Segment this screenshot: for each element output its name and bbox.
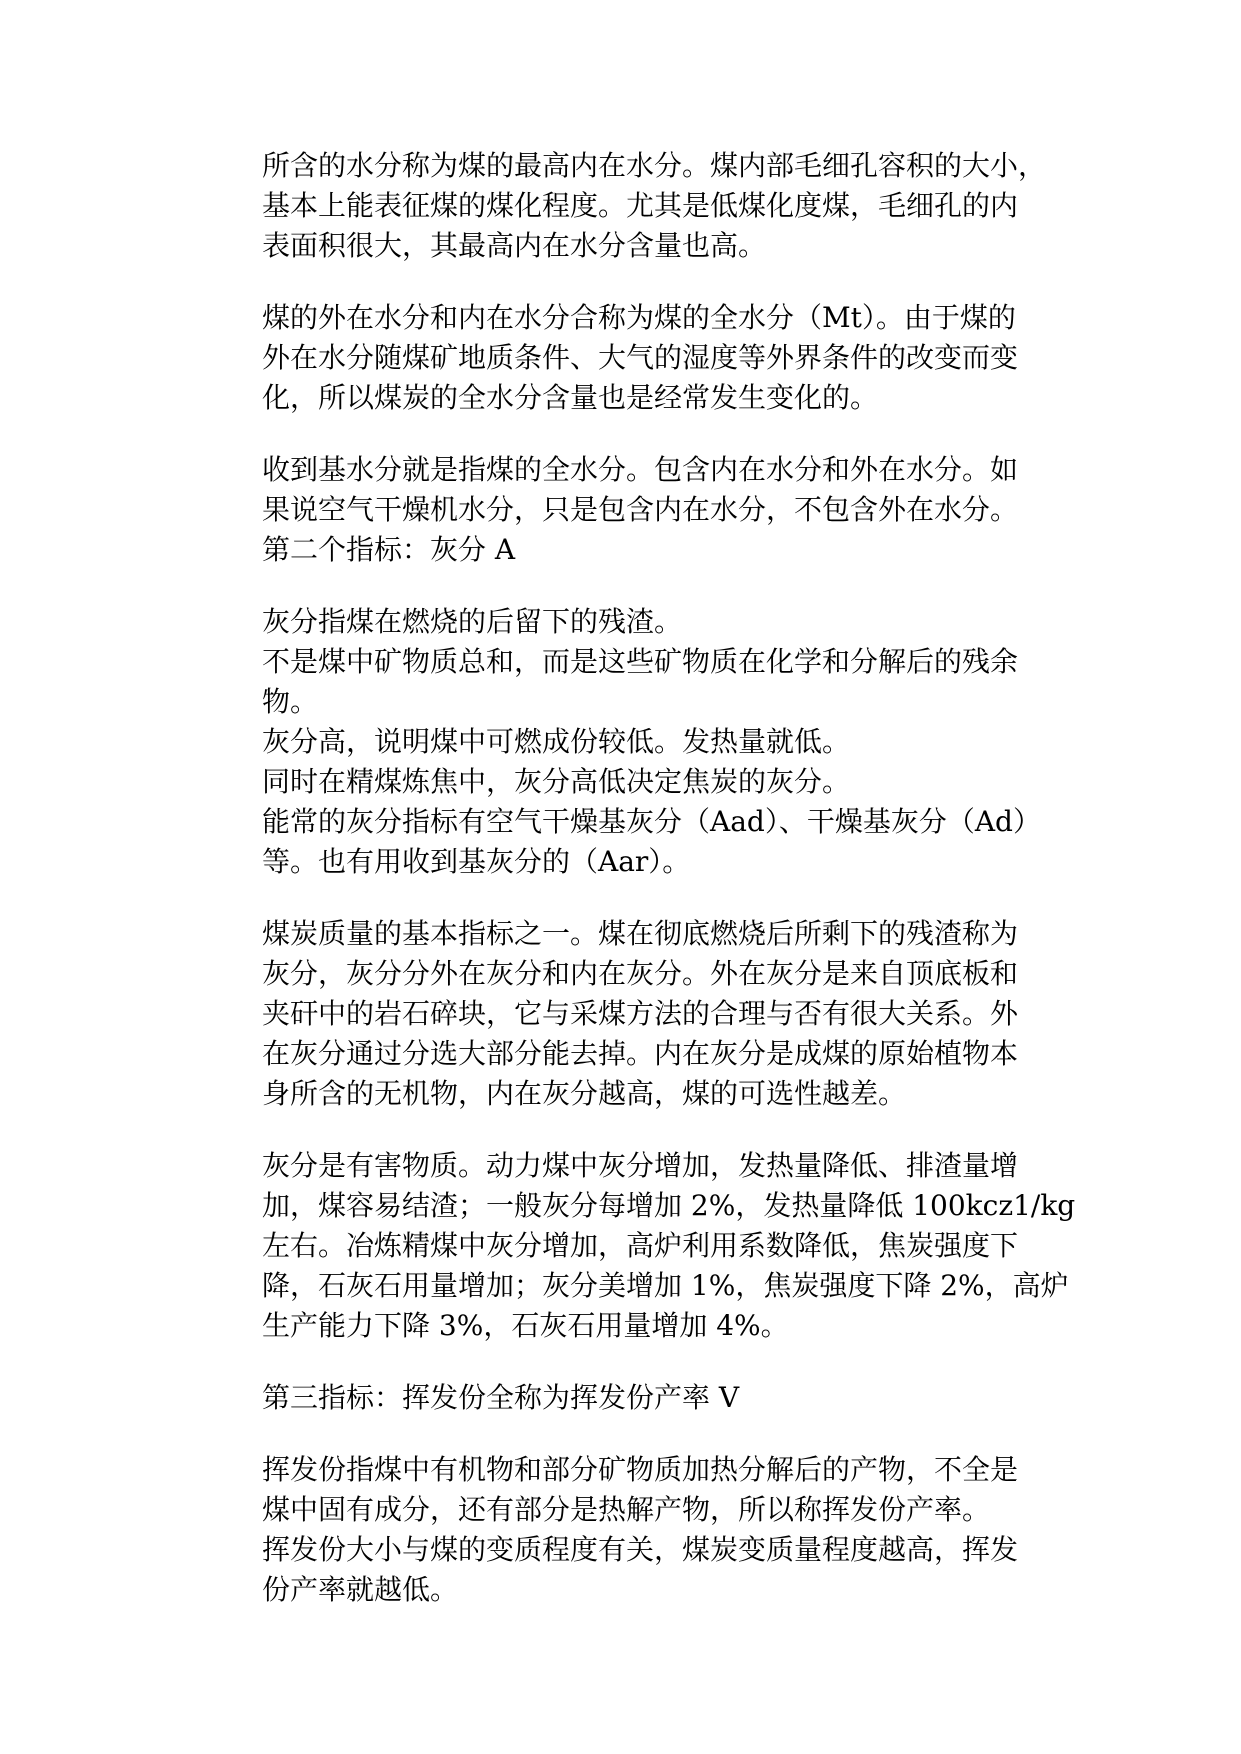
text-line: 物。 (262, 685, 319, 718)
text-line: 加，煤容易结渣；一般灰分每增加 2%，发热量降低 100kcz1/kg (262, 1189, 1076, 1222)
text-line: 降，石灰石用量增加；灰分美增加 1%，焦炭强度下降 2%，高炉 (262, 1269, 1069, 1302)
text-line: 份产率就越低。 (262, 1573, 459, 1606)
text-line: 生产能力下降 3%，石灰石用量增加 4%。 (262, 1309, 789, 1342)
text-line: 挥发份大小与煤的变质程度有关，煤炭变质量程度越高，挥发 (262, 1533, 1019, 1566)
text-line: 表面积很大，其最高内在水分含量也高。 (262, 229, 767, 262)
text-line: 能常的灰分指标有空气干燥基灰分（Aad）、干燥基灰分（Ad） (262, 805, 1041, 838)
paragraph-ash-harm (262, 1146, 1076, 1346)
document-body (262, 146, 1076, 1610)
text-line: 基本上能表征煤的煤化程度。尤其是低煤化度煤，毛细孔的内 (262, 189, 1019, 222)
text-line: 果说空气干燥机水分，只是包含内在水分，不包含外在水分。 (262, 493, 1019, 526)
text-line: 左右。冶炼精煤中灰分增加，高炉利用系数降低，焦炭强度下 (262, 1229, 1019, 1262)
text-line: 煤中固有成分，还有部分是热解产物，所以称挥发份产率。 (262, 1493, 991, 1526)
text-line: 不是煤中矿物质总和，而是这些矿物质在化学和分解后的残余 (262, 645, 1019, 678)
paragraph-ash-definition (262, 602, 1052, 882)
text-line: 等。也有用收到基灰分的（Aar）。 (262, 845, 691, 878)
text-line: 收到基水分就是指煤的全水分。包含内在水分和外在水分。如 (262, 453, 1019, 486)
text-line: 夹矸中的岩石碎块，它与采煤方法的合理与否有很大关系。外 (262, 997, 1019, 1030)
text-line: 挥发份指煤中有机物和部分矿物质加热分解后的产物，不全是 (262, 1453, 1019, 1486)
text-line: 灰分指煤在燃烧的后留下的残渣。 (262, 605, 683, 638)
text-line: 在灰分通过分选大部分能去掉。内在灰分是成煤的原始植物本 (262, 1037, 1019, 1070)
paragraph-ash-quality (262, 914, 1052, 1114)
text-line: 灰分高，说明煤中可燃成份较低。发热量就低。 (262, 725, 851, 758)
section-heading-ash: 第二个指标：灰分 A (262, 533, 516, 566)
text-line: 灰分，灰分分外在灰分和内在灰分。外在灰分是来自顶底板和 (262, 957, 1019, 990)
paragraph-inherent-moisture (262, 146, 1052, 266)
text-line: 第三指标：挥发份全称为挥发份产率 V (262, 1381, 740, 1414)
text-line: 灰分是有害物质。动力煤中灰分增加，发热量降低、排渣量增 (262, 1149, 1019, 1182)
paragraph-as-received-moisture (262, 450, 1052, 570)
paragraph-total-moisture (262, 298, 1052, 418)
text-line: 所含的水分称为煤的最高内在水分。煤内部毛细孔容积的大小， (262, 149, 1047, 182)
text-line: 身所含的无机物，内在灰分越高，煤的可选性越差。 (262, 1077, 907, 1110)
text-line: 煤炭质量的基本指标之一。煤在彻底燃烧后所剩下的残渣称为 (262, 917, 1019, 950)
paragraph-volatile-definition (262, 1450, 1052, 1610)
text-line: 外在水分随煤矿地质条件、大气的湿度等外界条件的改变而变 (262, 341, 1019, 374)
text-line: 化，所以煤炭的全水分含量也是经常发生变化的。 (262, 381, 879, 414)
section-heading-volatile (262, 1378, 1052, 1418)
text-line: 同时在精煤炼焦中，灰分高低决定焦炭的灰分。 (262, 765, 851, 798)
text-line: 煤的外在水分和内在水分合称为煤的全水分（Mt）。由于煤的 (262, 301, 1016, 334)
